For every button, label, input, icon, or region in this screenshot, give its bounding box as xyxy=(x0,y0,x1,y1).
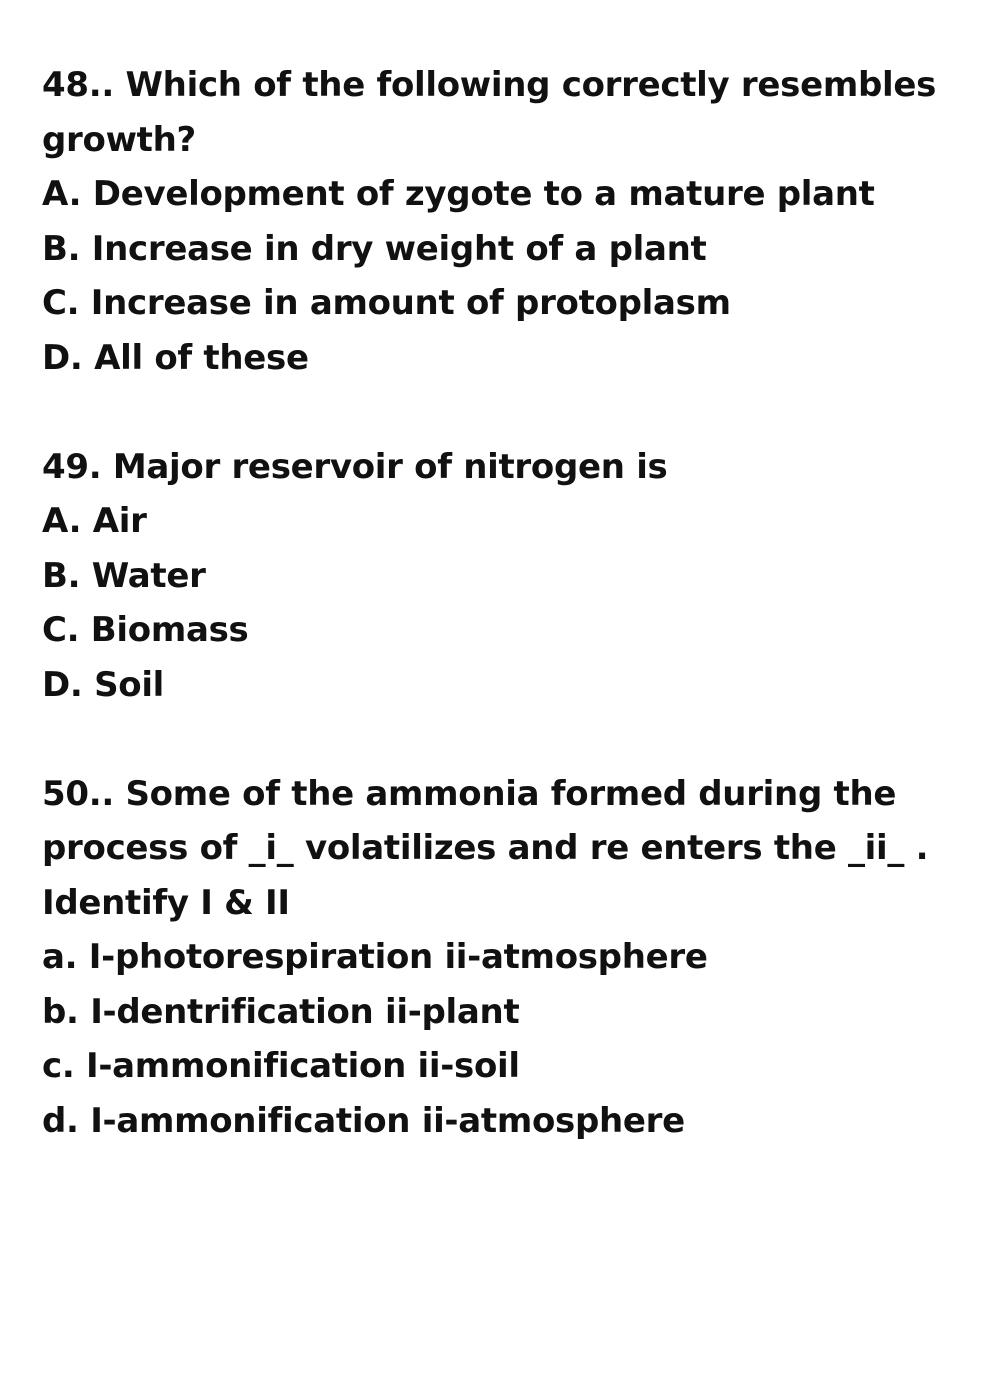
question-48-option-c: C. Increase in amount of protoplasm xyxy=(42,283,731,323)
question-48-option-a: A. Development of zygote to a mature plant xyxy=(42,174,875,214)
question-48-text-line-2: growth? xyxy=(42,119,196,160)
question-48-option-b: B. Increase in dry weight of a plant xyxy=(42,228,707,269)
question-50-text-line-1: 50.. Some of the ammonia formed during the xyxy=(42,773,897,814)
question-49-option-b: B. Water xyxy=(42,555,206,596)
question-49-text-line-1: 49. Major reservoir of nitrogen is xyxy=(42,446,668,487)
question-spacer xyxy=(42,712,962,767)
question-48-option-d: D. All of these xyxy=(42,337,309,378)
question-50-option-d: d. I-ammonification ii-atmosphere xyxy=(42,1100,685,1141)
question-49-option-c: C. Biomass xyxy=(42,610,249,650)
question-50 xyxy=(42,767,962,1149)
question-48 xyxy=(42,58,962,385)
question-48-text-line-1: 48.. Which of the following correctly resembles xyxy=(42,65,937,105)
question-50-text-line-2: process of _i_ volatilizes and re enters the _ii_ . xyxy=(42,828,929,868)
question-spacer xyxy=(42,385,962,440)
question-50-option-b: b. I-dentrification ii-plant xyxy=(42,991,520,1032)
question-50-text-line-3: Identify I & II xyxy=(42,882,290,923)
question-49-option-d: D. Soil xyxy=(42,664,165,705)
question-50-option-c: c. I-ammonification ii-soil xyxy=(42,1046,520,1086)
question-sheet xyxy=(42,58,962,1148)
question-49-option-a: A. Air xyxy=(42,501,147,541)
question-49 xyxy=(42,440,962,713)
question-50-option-a: a. I-photorespiration ii-atmosphere xyxy=(42,937,708,977)
